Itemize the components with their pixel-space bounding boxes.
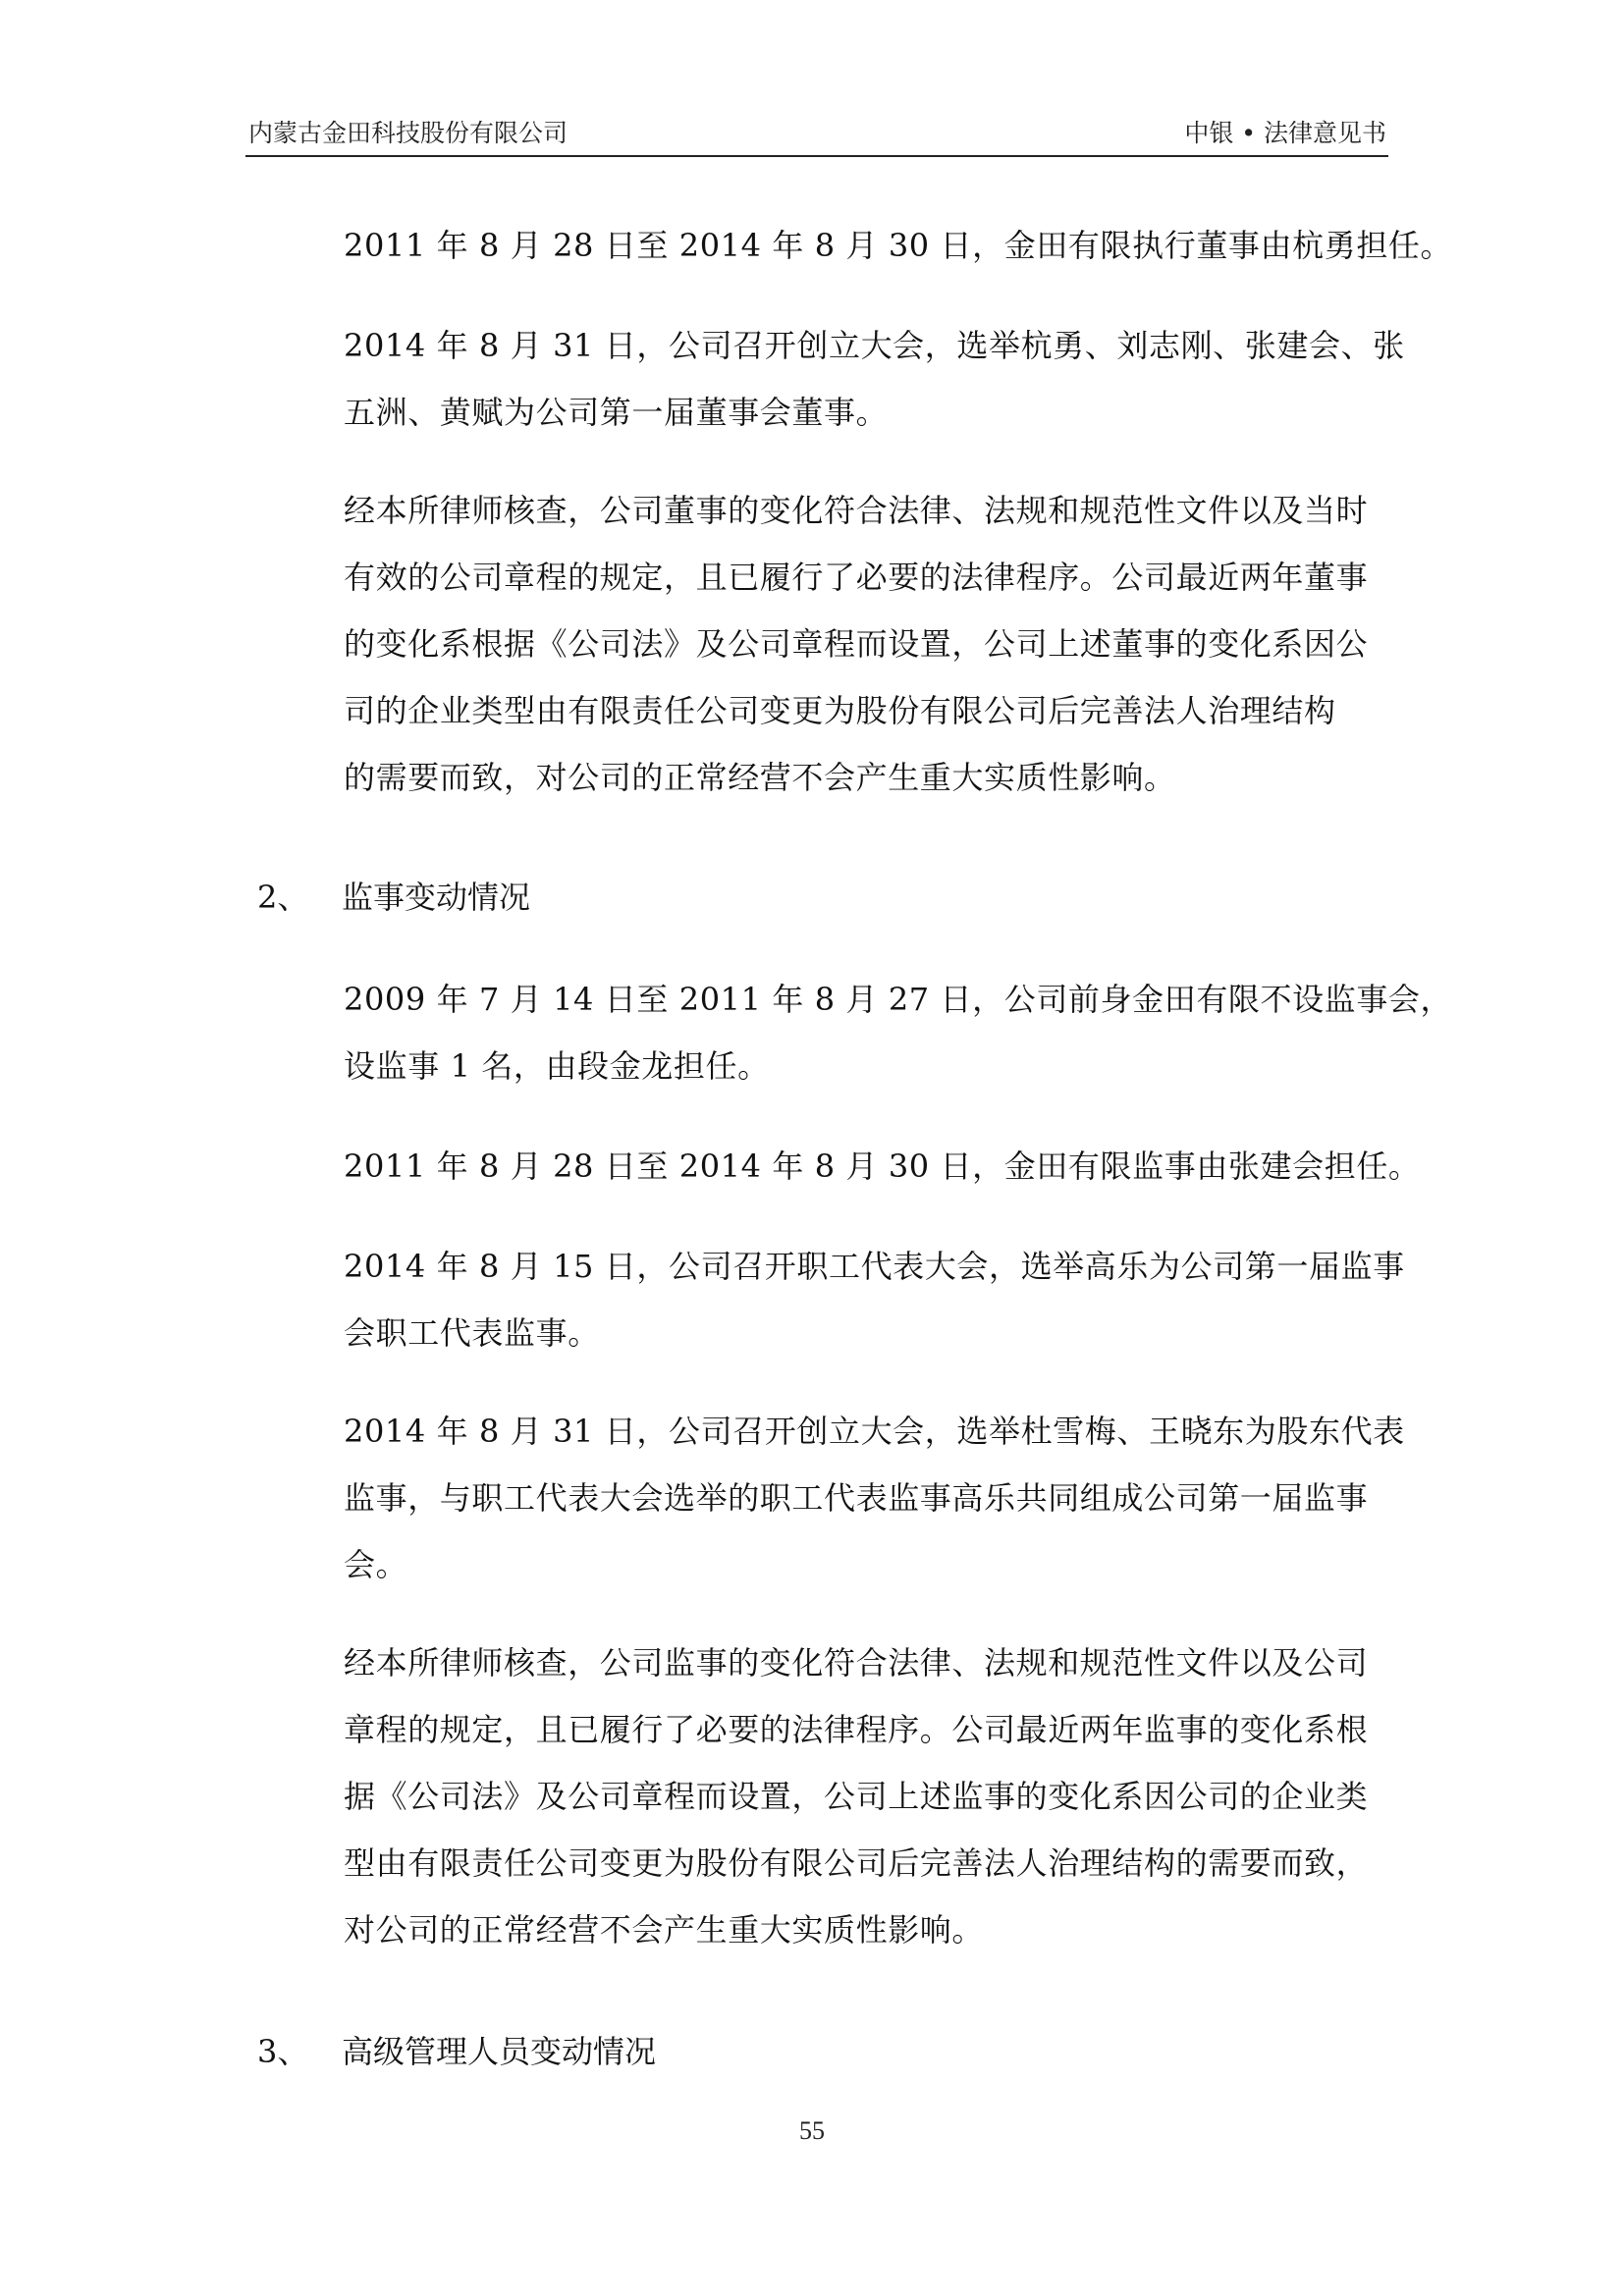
text-line: 2009 年 7 月 14 日至 2011 年 8 月 27 日，公司前身金田有限不设监事会， [344, 981, 1453, 1018]
paragraph-director-review [344, 477, 1390, 811]
section-title: 监事变动情况 [342, 879, 531, 916]
paragraph-supervisor-2011 [344, 1133, 1421, 1200]
paragraph-director-2014 [344, 312, 1405, 446]
section-heading-senior-management [257, 2018, 656, 2085]
text-line: 经本所律师核查，公司监事的变化符合法律、法规和规范性文件以及公司 [344, 1644, 1369, 1682]
section-heading-supervisors [257, 864, 530, 931]
paragraph-supervisor-review [344, 1629, 1390, 1963]
text-line: 会。 [344, 1546, 408, 1583]
text-line: 经本所律师核查，公司董事的变化符合法律、法规和规范性文件以及当时 [344, 492, 1369, 529]
text-line: 型由有限责任公司变更为股份有限公司后完善法人治理结构的需要而致， [344, 1844, 1369, 1882]
text-line: 2014 年 8 月 31 日，公司召开创立大会，选举杜雪梅、王晓东为股东代表 [344, 1413, 1405, 1450]
text-line: 对公司的正常经营不会产生重大实质性影响。 [344, 1911, 985, 1949]
paragraph-supervisor-2014-aug31 [344, 1398, 1405, 1598]
text-line: 监事，与职工代表大会选举的职工代表监事高乐共同组成公司第一届监事 [344, 1479, 1369, 1517]
text-line: 五洲、黄赋为公司第一届董事会董事。 [344, 394, 889, 431]
text-line: 章程的规定，且已履行了必要的法律程序。公司最近两年监事的变化系根 [344, 1711, 1369, 1748]
section-title: 高级管理人员变动情况 [342, 2033, 657, 2070]
paragraph-supervisor-2009 [344, 966, 1453, 1099]
header-document-title: 中银 • 法律意见书 [1184, 119, 1386, 147]
text-line: 2011 年 8 月 28 日至 2014 年 8 月 30 日，金田有限监事由张建会担任。 [344, 1148, 1421, 1185]
text-line: 有效的公司章程的规定，且已履行了必要的法律程序。公司最近两年董事 [344, 559, 1369, 596]
header-company-name: 内蒙古金田科技股份有限公司 [248, 119, 568, 147]
paragraph-director-2011 [344, 212, 1453, 279]
text-line: 据《公司法》及公司章程而设置，公司上述监事的变化系因公司的企业类 [344, 1778, 1369, 1815]
section-number: 2、 [257, 879, 309, 916]
text-line: 2014 年 8 月 15 日，公司召开职工代表大会，选举高乐为公司第一届监事 [344, 1248, 1405, 1285]
page-number: 55 [799, 2116, 825, 2145]
page-header [245, 110, 1388, 157]
text-line: 司的企业类型由有限责任公司变更为股份有限公司后完善法人治理结构 [344, 692, 1336, 729]
paragraph-supervisor-2014-aug15 [344, 1233, 1405, 1366]
text-line: 的需要而致，对公司的正常经营不会产生重大实质性影响。 [344, 759, 1176, 796]
text-line: 设监事 1 名，由段金龙担任。 [344, 1047, 770, 1085]
text-line: 会职工代表监事。 [344, 1314, 600, 1352]
text-line: 2011 年 8 月 28 日至 2014 年 8 月 30 日，金田有限执行董事由杭勇担任。 [344, 227, 1453, 264]
section-number: 3、 [257, 2033, 309, 2070]
text-line: 2014 年 8 月 31 日，公司召开创立大会，选举杭勇、刘志刚、张建会、张 [344, 327, 1405, 364]
text-line: 的变化系根据《公司法》及公司章程而设置，公司上述董事的变化系因公 [344, 625, 1369, 663]
